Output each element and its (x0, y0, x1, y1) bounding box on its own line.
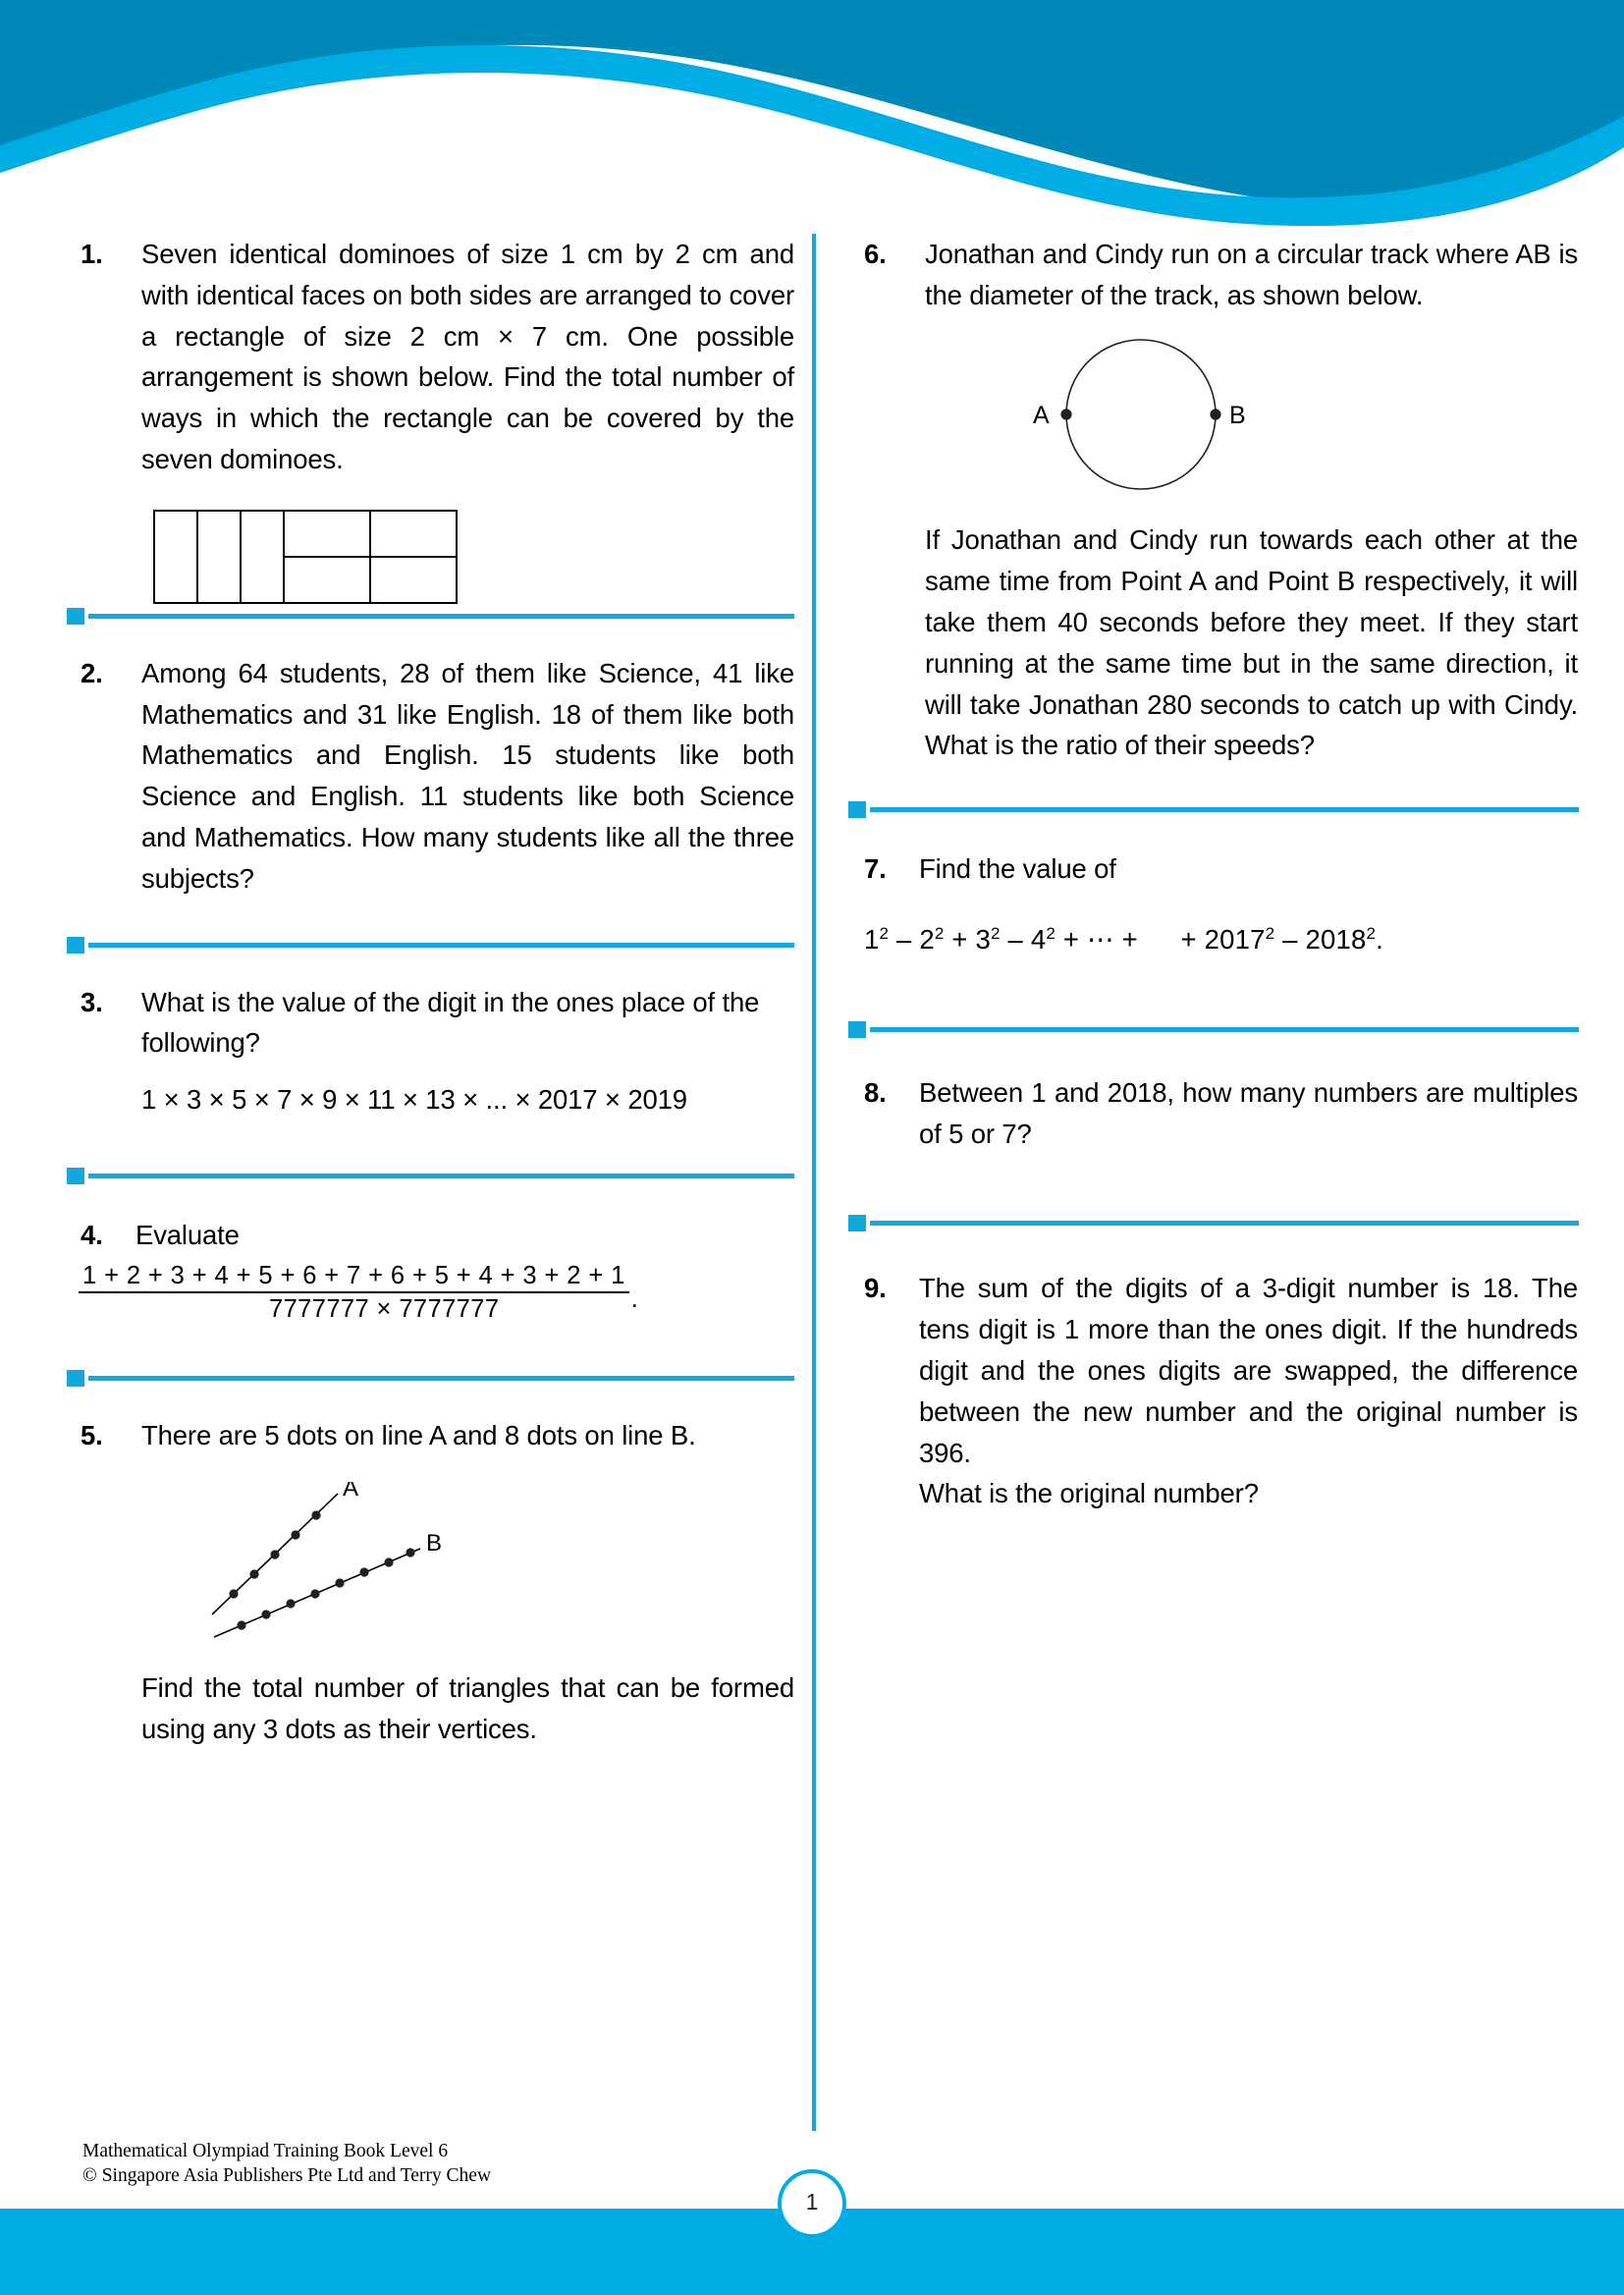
separator-rule (870, 1221, 1579, 1226)
page-number: 1 (805, 2188, 819, 2214)
separator-knob (848, 1021, 866, 1038)
point-a-dot (1060, 409, 1071, 419)
expr-ellipsis: ⋯ (1087, 923, 1114, 955)
question-5 (81, 1415, 794, 1750)
question-3 (81, 982, 794, 1120)
line-a-label: A (343, 1481, 359, 1502)
dot-lines-figure (202, 1482, 794, 1651)
question-9 (864, 1268, 1578, 1514)
right-column (864, 234, 1578, 1514)
separator-knob (848, 801, 866, 818)
expr-op-1: – (889, 923, 920, 955)
question-5-text: There are 5 dots on line A and 8 dots on line B. (141, 1419, 696, 1450)
separator-rule (88, 1174, 794, 1178)
expr-term-2: 2 (919, 923, 935, 955)
separator-rule (88, 614, 794, 619)
separator-rule (88, 943, 794, 948)
expr-op-5: + (1113, 923, 1146, 955)
expr-term-5: 2017 (1204, 923, 1266, 955)
separator-rule (870, 807, 1579, 812)
expr-op-4: + (1056, 923, 1088, 955)
separator-after-question-8 (848, 1211, 1579, 1236)
separator-rule (870, 1027, 1579, 1032)
question-6-text-after: If Jonathan and Cindy run towards each other at the same time from Point A and Point B respectively, it will take them 40 seconds before they meet. If they start running at the same time but in the same direction, it will take Jonathan 280 seconds to catch up with Cindy. What is the ratio of their speeds? (925, 524, 1578, 761)
question-4-number: 4. (81, 1219, 103, 1250)
question-4-text: Evaluate (135, 1219, 240, 1250)
question-3-number: 3. (81, 986, 103, 1017)
point-a-label: A (1033, 401, 1050, 429)
separator-after-question-2 (67, 933, 794, 958)
separator-knob (67, 937, 84, 954)
expr-period: . (1376, 923, 1384, 955)
question-6-text: Jonathan and Cindy run on a circular track where AB is the diameter of the track, as shown below. (925, 239, 1578, 310)
question-7-text: Find the value of (919, 853, 1116, 885)
circle-diameter-figure (998, 332, 1578, 513)
question-8 (864, 1072, 1578, 1155)
expr-exp-4: 2 (1046, 923, 1056, 943)
left-column (81, 234, 794, 1750)
expr-term-3: 3 (975, 923, 992, 955)
question-7 (864, 848, 1578, 960)
expr-term-1: 1 (864, 923, 880, 955)
line-b-label: B (426, 1529, 443, 1557)
separator-after-question-7 (848, 1017, 1579, 1043)
question-2-text: Among 64 students, 28 of them like Science, 41 like Mathematics and 31 like English. 18 of them like both Mathematics and English. 15 students like both Science and English. 11 students like both Science and Mathematics. How many students like all the three subjects? (141, 657, 794, 894)
fraction-numerator: 1 + 2 + 3 + 4 + 5 + 6 + 7 + 6 + 5 + 4 + 3 + 2 + 1 (82, 1261, 625, 1289)
fraction-trailing-period: . (630, 1285, 638, 1314)
expr-exp-1: 2 (879, 923, 890, 943)
question-5-text-after: Find the total number of triangles that can be formed using any 3 dots as their vertices. (141, 1672, 794, 1745)
question-6-number: 6. (864, 239, 887, 269)
expr-op-6: + (1172, 923, 1205, 955)
question-2 (81, 653, 794, 900)
separator-after-question-3 (67, 1164, 794, 1189)
expr-exp-3: 2 (991, 923, 1001, 943)
question-6 (864, 234, 1578, 766)
domino-arrangement-figure (153, 510, 794, 604)
question-3-text: What is the value of the digit in the ones place of the following? (141, 986, 760, 1059)
question-1-text: Seven identical dominoes of size 1 cm by 2 cm and with identical faces on both sides are arranged to cover a rectangle of size 2 cm × 7 cm. One possible arrangement is shown below. Find the total number of ways in which the rectangle can be covered by the seven dominoes. (141, 239, 794, 474)
question-8-number: 8. (864, 1076, 887, 1108)
question-9-number: 9. (864, 1273, 887, 1304)
question-5-number: 5. (81, 1419, 103, 1450)
question-3-expression: 1 × 3 × 5 × 7 × 9 × 11 × 13 × ... × 2017 × 2019 (141, 1084, 687, 1116)
question-7-number: 7. (864, 853, 887, 885)
question-4 (81, 1215, 794, 1323)
separator-knob (67, 1168, 84, 1184)
separator-after-question-4 (67, 1366, 794, 1392)
credit-line-1: Mathematical Olympiad Training Book Level 6 (82, 2140, 449, 2161)
expr-term-6: 2018 (1305, 923, 1367, 955)
page-number-badge (778, 2169, 846, 2238)
question-1 (81, 234, 794, 480)
header-wave-banner (0, 0, 1624, 226)
expr-op-7: – (1274, 923, 1306, 955)
expr-op-2: + (944, 923, 976, 955)
column-divider (812, 234, 816, 2131)
question-9-text: The sum of the digits of a 3-digit number is 18. The tens digit is 1 more than the ones digit. If the hundreds digit and the ones digits are swapped, the difference between the new number and the original number is 396. (919, 1273, 1578, 1468)
question-1-number: 1. (81, 239, 103, 269)
question-9-text-after: What is the original number? (919, 1478, 1259, 1509)
point-b-label: B (1229, 401, 1246, 429)
question-7-expression (864, 919, 1578, 960)
credit-line-2: © Singapore Asia Publishers Pte Ltd and Terry Chew (82, 2165, 492, 2187)
separator-knob (67, 608, 84, 625)
expr-op-3: – (1000, 923, 1031, 955)
question-8-text: Between 1 and 2018, how many numbers are multiples of 5 or 7? (919, 1076, 1578, 1149)
separator-knob (67, 1370, 84, 1387)
track-circle (1066, 340, 1216, 489)
separator-rule (88, 1376, 794, 1381)
point-b-dot (1210, 409, 1220, 419)
expr-exp-2: 2 (934, 923, 945, 943)
expr-exp-5: 2 (1265, 923, 1275, 943)
question-2-number: 2. (81, 657, 103, 688)
separator-after-question-1 (67, 604, 794, 629)
expr-exp-6: 2 (1366, 923, 1377, 943)
separator-knob (848, 1215, 866, 1231)
fraction-denominator: 7777777 × 7777777 (269, 1294, 500, 1323)
question-4-fraction (79, 1262, 629, 1323)
credit-block (82, 2139, 491, 2189)
expr-term-4: 4 (1030, 923, 1047, 955)
separator-after-question-6 (848, 797, 1579, 823)
